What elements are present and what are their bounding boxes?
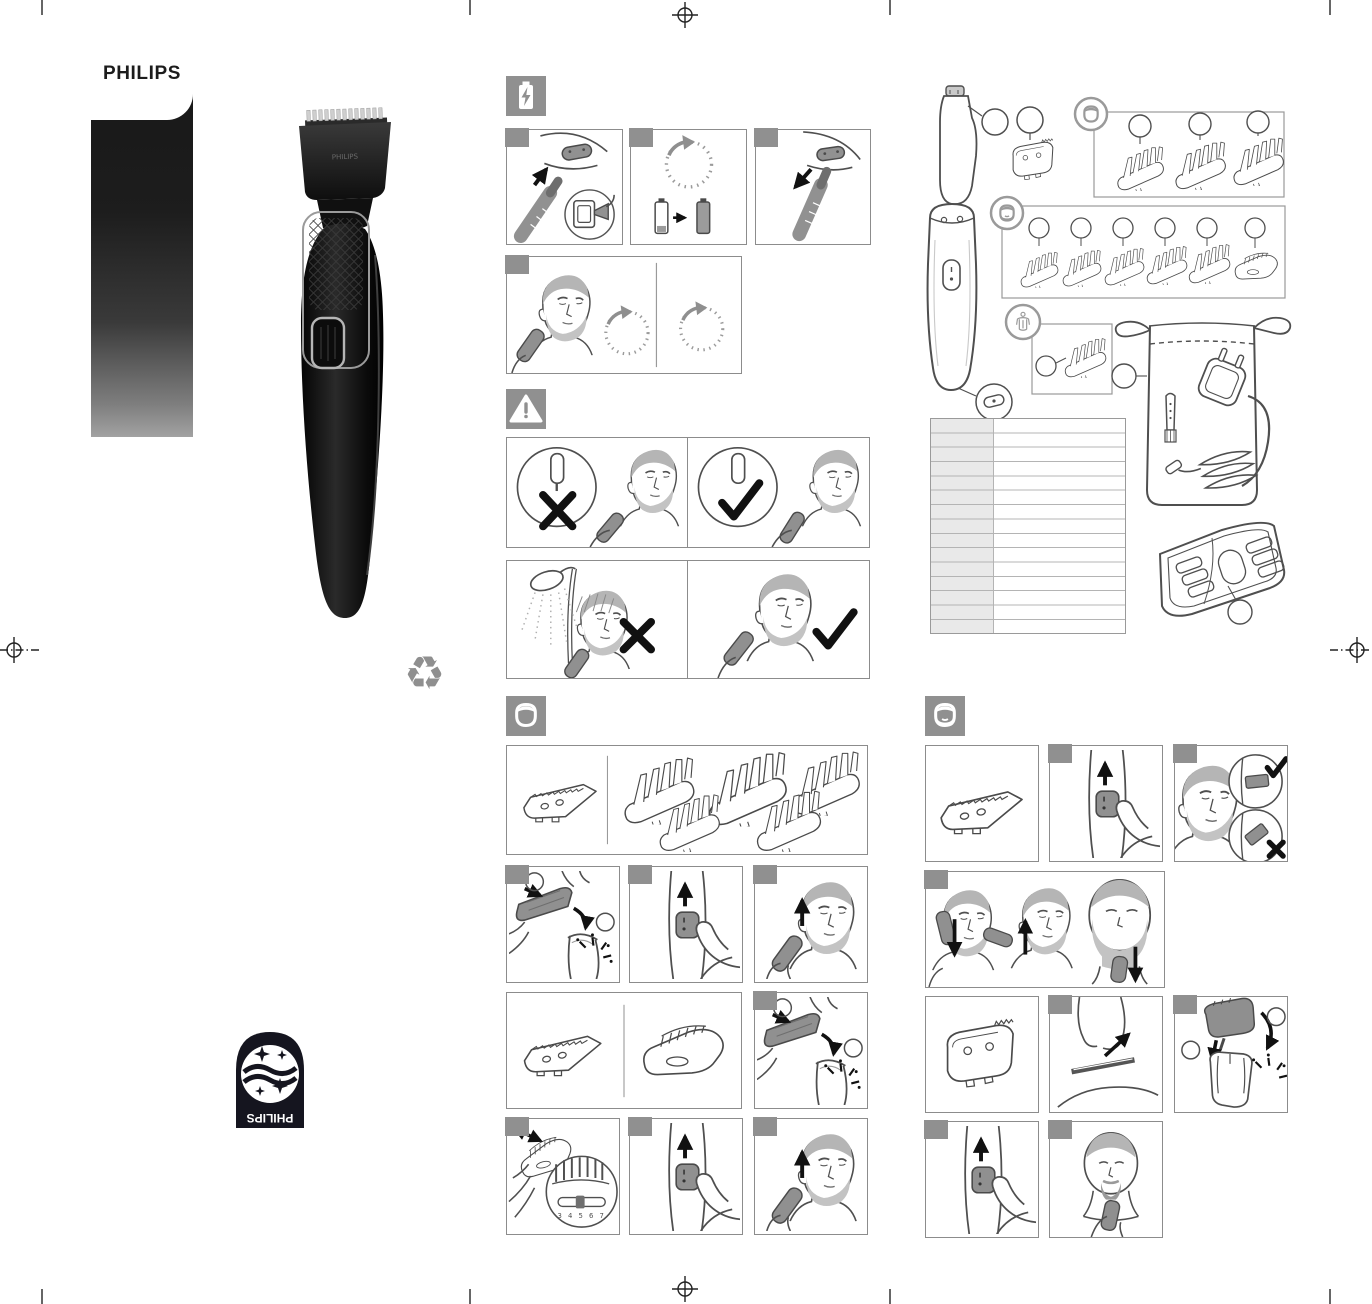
illustration-correct-tip — [688, 438, 869, 547]
comb-scale-label: 3 4 5 6 7 — [557, 1212, 606, 1221]
callout-circle — [1228, 600, 1252, 624]
beard-detail-head-panel — [925, 996, 1039, 1113]
charging-step-unplug — [755, 129, 871, 245]
face-hair-icon — [1075, 98, 1107, 130]
step-tag — [1048, 1120, 1072, 1139]
accessories-table — [930, 418, 1126, 634]
illustration-blade — [926, 746, 1038, 861]
warning-correct-hold-check — [687, 437, 870, 548]
callout-circle — [982, 109, 1008, 135]
brand-logo-tab — [91, 28, 193, 120]
hair-step-attach-comb — [506, 866, 620, 983]
charging-step-plug-in — [506, 129, 623, 245]
warning-dry-use-check — [687, 560, 870, 679]
hair-combs-overview — [506, 745, 868, 855]
step-tag — [753, 991, 777, 1010]
step-tag — [505, 865, 529, 884]
step-tag — [1048, 744, 1072, 763]
step-tag — [1048, 995, 1072, 1014]
illustration-blade-and-combs — [507, 746, 867, 854]
step-tag — [505, 128, 529, 147]
beard-comb-callouts — [1029, 218, 1265, 248]
beard-step-attach-head — [1174, 996, 1288, 1113]
hair-step-attach-comb-2 — [754, 992, 868, 1109]
hair-comb — [1176, 142, 1225, 191]
beard-stroke-directions — [925, 871, 1165, 988]
body-comb — [1065, 339, 1106, 379]
step-tag — [628, 865, 652, 884]
illustration-wrong-tip — [507, 438, 687, 547]
stamp-wordmark: PHILIPS — [246, 1111, 294, 1125]
illustration-detail-head — [926, 997, 1038, 1112]
step-tag — [1173, 995, 1197, 1014]
step-tag — [505, 255, 529, 274]
illustration-blade-comb — [507, 993, 741, 1108]
step-tag — [924, 1120, 948, 1139]
battery-charging-icon — [506, 76, 546, 116]
beard-comb — [1189, 245, 1230, 285]
beard-step-remove-guard — [1049, 996, 1163, 1113]
frontal-head — [1089, 880, 1150, 984]
storage-tray — [1160, 523, 1285, 616]
illustration-no-shower — [507, 561, 687, 678]
drawstring-right — [1254, 318, 1290, 334]
adjustable-beard-comb — [1235, 253, 1277, 279]
drawstring-left — [1116, 322, 1150, 337]
hair-step-switch-on — [629, 866, 743, 983]
warning-triangle-icon — [506, 389, 546, 429]
main-handle — [928, 204, 977, 390]
beard-blade-panel — [925, 745, 1039, 862]
hair-step-switch-on-2 — [629, 1118, 743, 1235]
beard-comb — [1063, 250, 1101, 287]
callout-circle — [1017, 107, 1043, 133]
detail-trimmer-head — [1013, 139, 1053, 180]
hair-step-trim-upward — [754, 866, 868, 983]
face-beard-icon — [925, 696, 965, 736]
step-tag — [924, 870, 948, 889]
trimmer-head-logo: PHILIPS — [331, 152, 359, 162]
hair-blade-plus-comb — [506, 992, 742, 1109]
face-beard-icon — [991, 197, 1023, 229]
beard-step-switch-on-2 — [925, 1121, 1039, 1238]
face-hair-icon — [506, 696, 546, 736]
charging-step-runtime — [506, 256, 742, 374]
beard-step-switch-on — [1049, 745, 1163, 862]
beard-comb — [1105, 248, 1144, 286]
warning-no-shower-x — [506, 560, 688, 679]
step-tag — [1173, 744, 1197, 763]
philips-shield-stamp — [228, 1028, 312, 1132]
recycle-icon: ♻ — [404, 646, 446, 700]
product-photo-trimmer — [255, 95, 405, 635]
step-tag — [754, 128, 778, 147]
hair-step-trim-beard — [754, 1118, 868, 1235]
beard-step-trim-goatee — [1049, 1121, 1163, 1238]
callout-circle — [1112, 364, 1136, 388]
hair-step-adjust-setting — [506, 1118, 620, 1235]
illustration-dry-use — [688, 561, 869, 678]
step-tag — [753, 865, 777, 884]
step-tag — [505, 1117, 529, 1136]
step-tag — [628, 1117, 652, 1136]
charging-step-charge — [630, 129, 747, 245]
hair-comb — [1234, 138, 1283, 187]
warning-tip-pressure-x — [506, 437, 688, 548]
hair-comb — [1118, 147, 1164, 192]
table-row-lines — [931, 419, 1125, 633]
philips-wordmark: PHILIPS — [102, 63, 182, 84]
beard-comb — [1147, 247, 1187, 286]
step-tag — [629, 128, 653, 147]
illustration-runtime — [507, 257, 741, 373]
illustration-stroke-directions — [926, 872, 1164, 987]
beard-comb — [1021, 252, 1058, 288]
nose-trimmer — [940, 86, 977, 212]
brand-banner — [91, 28, 193, 437]
step-tag — [753, 1117, 777, 1136]
beard-step-blade-angle — [1174, 745, 1288, 862]
cleaning-brush — [1165, 394, 1176, 443]
trimmer-grip-texture — [309, 218, 363, 310]
